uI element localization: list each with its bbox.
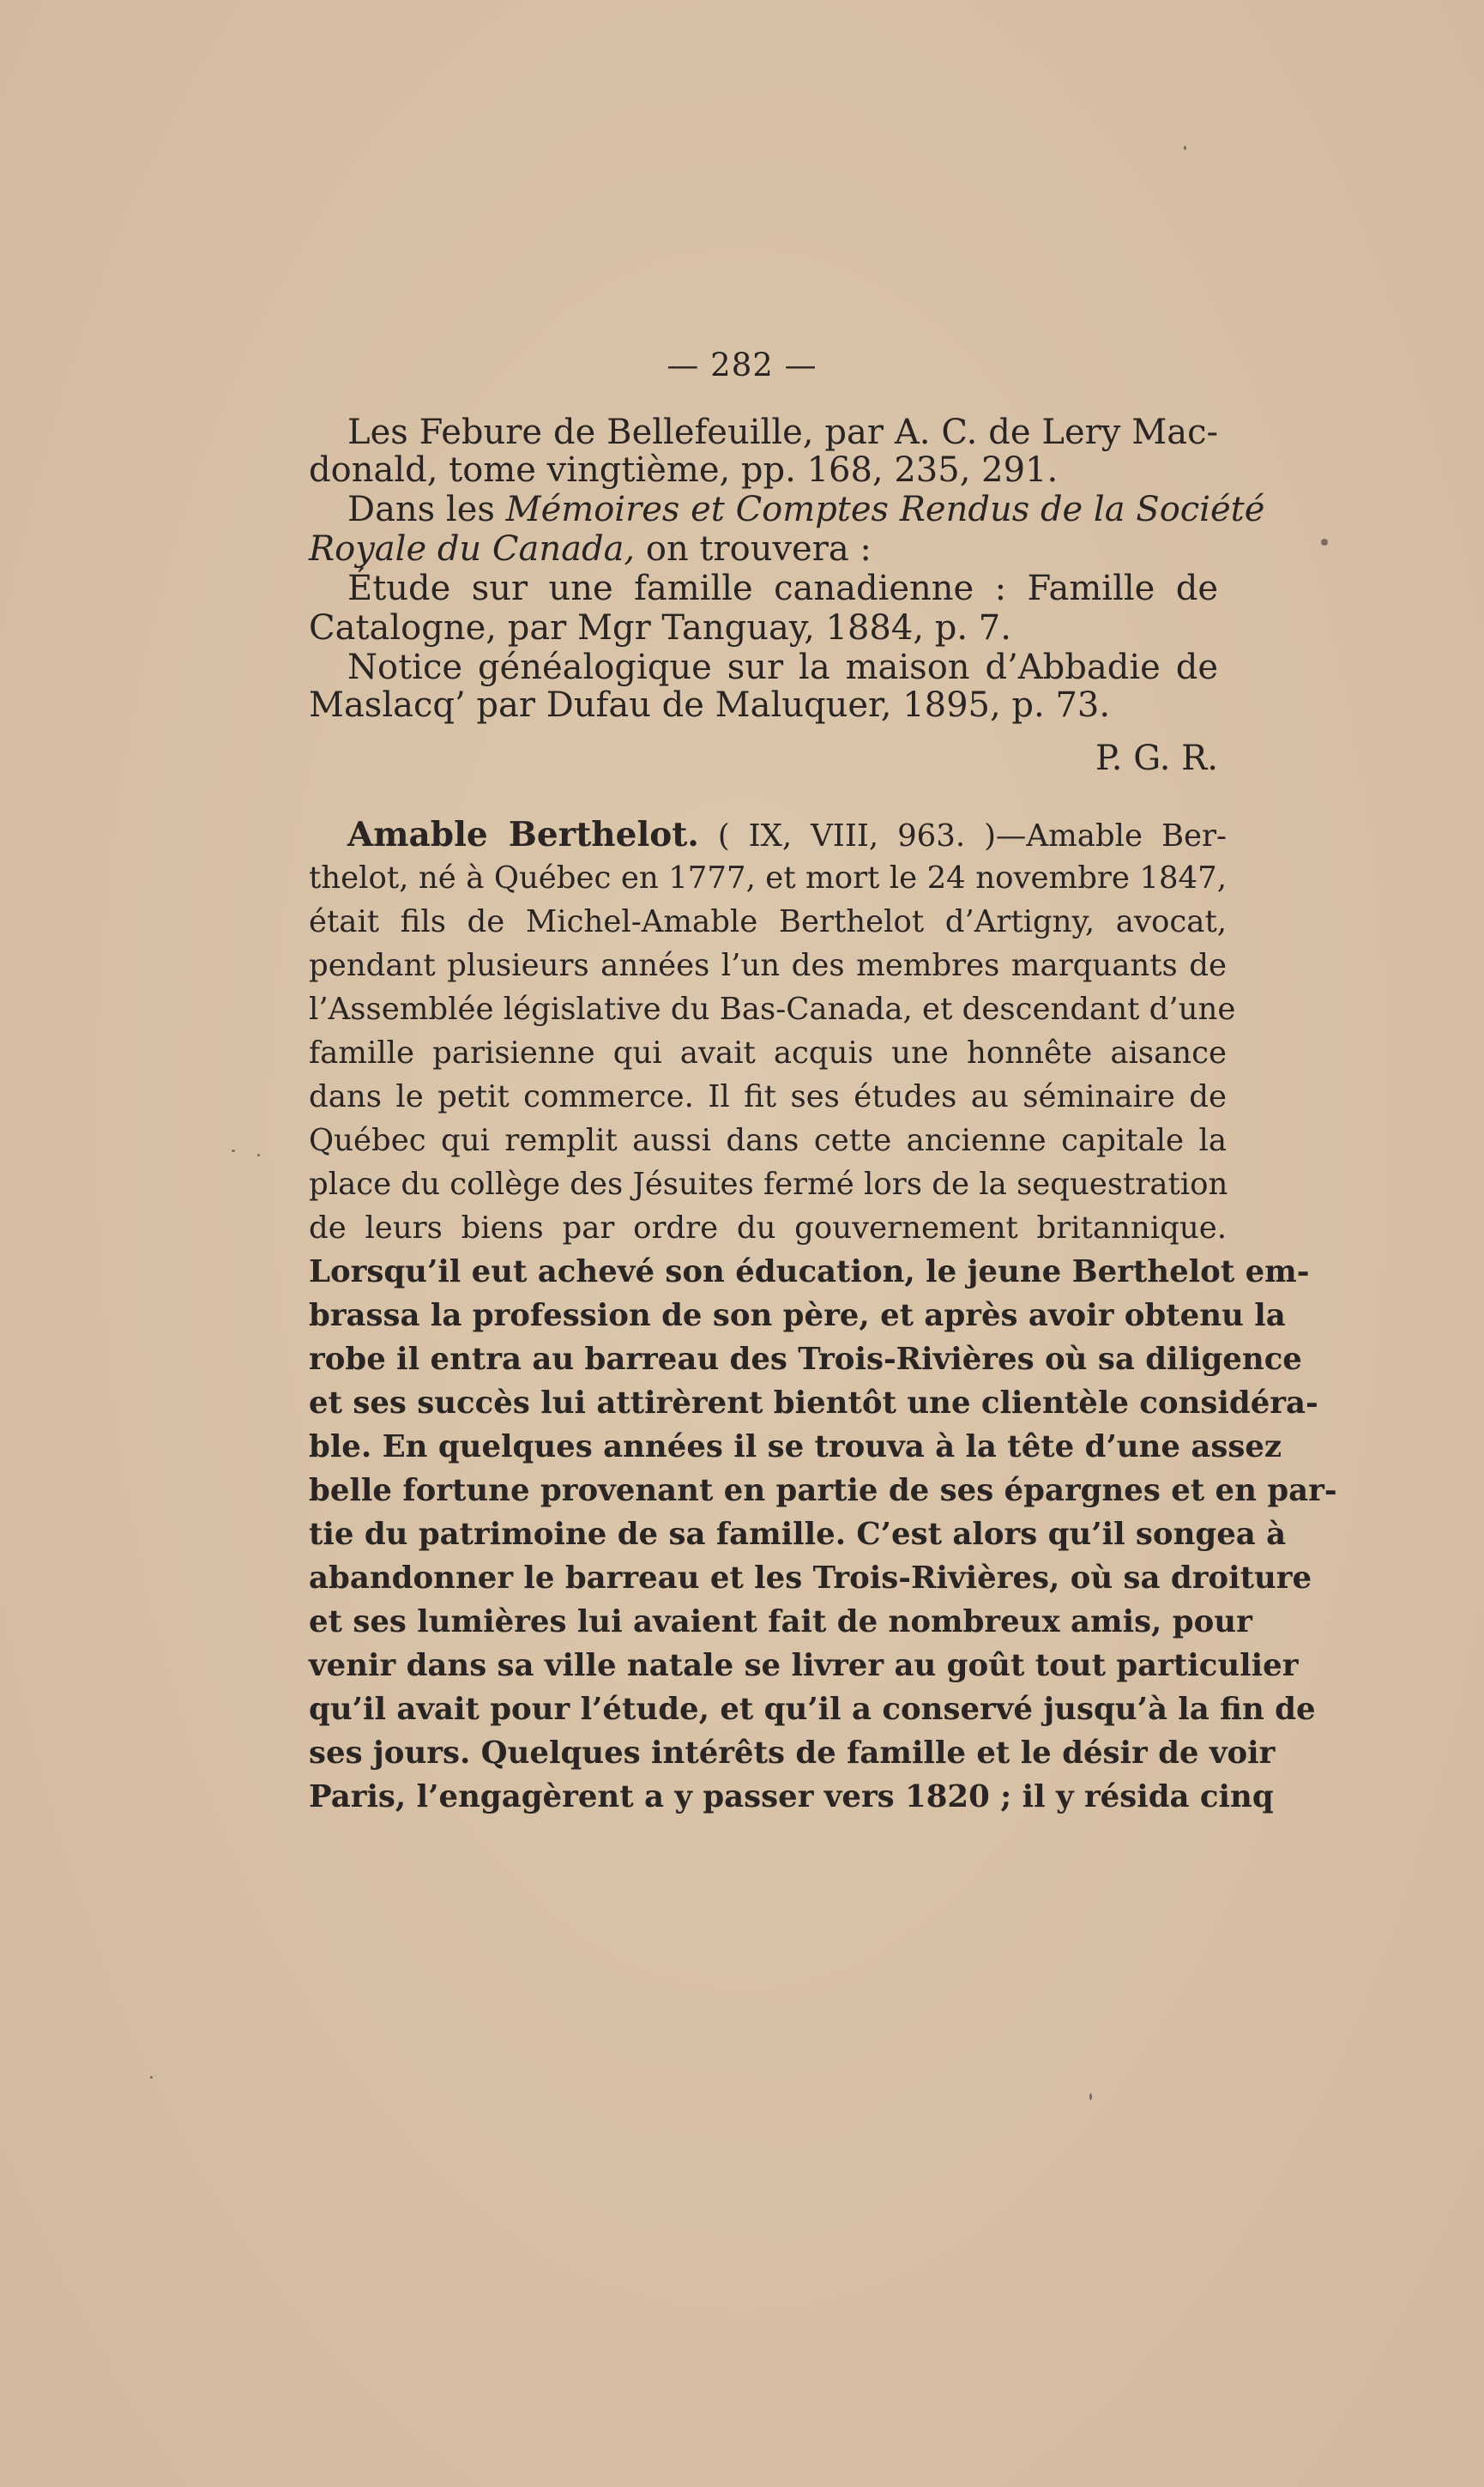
signature: P. G. R.: [1095, 739, 1218, 778]
article-line: Paris, l’engagèrent a y passer vers 1820 ; il y résida cinq: [309, 1779, 1274, 1814]
reference-line: [347, 489, 1265, 530]
reference-line: Catalogne, par Mgr Tanguay, 1884, p. 7.: [309, 608, 1011, 648]
article-line: brassa la profession de son père, et après avoir obtenu la: [309, 1298, 1286, 1333]
reference-line: [309, 528, 1218, 570]
article-line: ble. En quelques années il se trouva à la tête d’une assez: [309, 1429, 1282, 1464]
article-line: place du collège des Jésuites fermé lors de la sequestration: [309, 1167, 1228, 1202]
article-line: l’Assemblée législative du Bas-Canada, et descendant d’une: [309, 992, 1236, 1027]
article-line: de leurs biens par ordre du gouvernement britannique.: [309, 1210, 1227, 1246]
reference-text: Dans les: [347, 490, 506, 529]
article-line: dans le petit commerce. Il fit ses études au séminaire de: [309, 1079, 1227, 1114]
reference-line: Étude sur une famille canadienne : Famille de: [347, 569, 1218, 608]
reference-line: Maslacq’ par Dufau de Maluquer, 1895, p. 73.: [309, 685, 1111, 725]
article-line: thelot, né à Québec en 1777, et mort le 24 novembre 1847,: [309, 860, 1227, 896]
reference-title-italic: Royale du Canada,: [309, 529, 636, 569]
article-line: qu’il avait pour l’étude, et qu’il a conservé jusqu’à la fin de: [309, 1692, 1316, 1727]
article-line: belle fortune provenant en partie de ses épargnes et en par-: [309, 1473, 1337, 1508]
article-line: tie du patrimoine de sa famille. C’est alors qu’il songea à: [309, 1517, 1287, 1552]
article-heading-line: [347, 815, 1227, 856]
article-line: Lorsqu’il eut achevé son éducation, le jeune Berthelot em-: [309, 1254, 1310, 1289]
article-line: venir dans sa ville natale se livrer au goût tout particulier: [309, 1648, 1299, 1683]
paper-speck: [257, 1154, 260, 1156]
page-number: — 282 —: [667, 347, 817, 383]
article-line: et ses lumières lui avaient fait de nombreux amis, pour: [309, 1604, 1252, 1639]
reference-text: on trouvera :: [635, 529, 872, 569]
paper-speck: [150, 2076, 153, 2079]
article-heading: Amable Berthelot.: [347, 815, 699, 854]
article-line: ses jours. Quelques intérêts de famille et le désir de voir: [309, 1735, 1276, 1771]
paper-speck: [1321, 539, 1328, 546]
paper-speck: [1184, 146, 1186, 150]
article-line: famille parisienne qui avait acquis une honnête aisance: [309, 1035, 1227, 1071]
reference-line: Les Febure de Bellefeuille, par A. C. de Lery Mac-: [347, 413, 1218, 452]
article-line: Québec qui remplit aussi dans cette ancienne capitale la: [309, 1123, 1227, 1158]
paper-speck: [232, 1150, 235, 1152]
paper-speck: [1089, 2093, 1092, 2100]
article-line: et ses succès lui attirèrent bientôt une clientèle considéra-: [309, 1385, 1318, 1421]
reference-line: donald, tome vingtième, pp. 168, 235, 291.: [309, 450, 1059, 490]
article-line: était fils de Michel-Amable Berthelot d’Artigny, avocat,: [309, 904, 1227, 939]
article-line: pendant plusieurs années l’un des membres marquants de: [309, 948, 1227, 983]
reference-title-italic: Mémoires et Comptes Rendus de la Société: [505, 490, 1265, 529]
article-line: robe il entra au barreau des Trois-Rivières où sa diligence: [309, 1342, 1302, 1377]
article-line: abandonner le barreau et les Trois-Rivières, où sa droiture: [309, 1560, 1312, 1596]
article-heading-rest: ( IX, VIII, 963. )—Amable Ber-: [698, 818, 1228, 854]
reference-line: Notice généalogique sur la maison d’Abbadie de: [347, 648, 1218, 687]
